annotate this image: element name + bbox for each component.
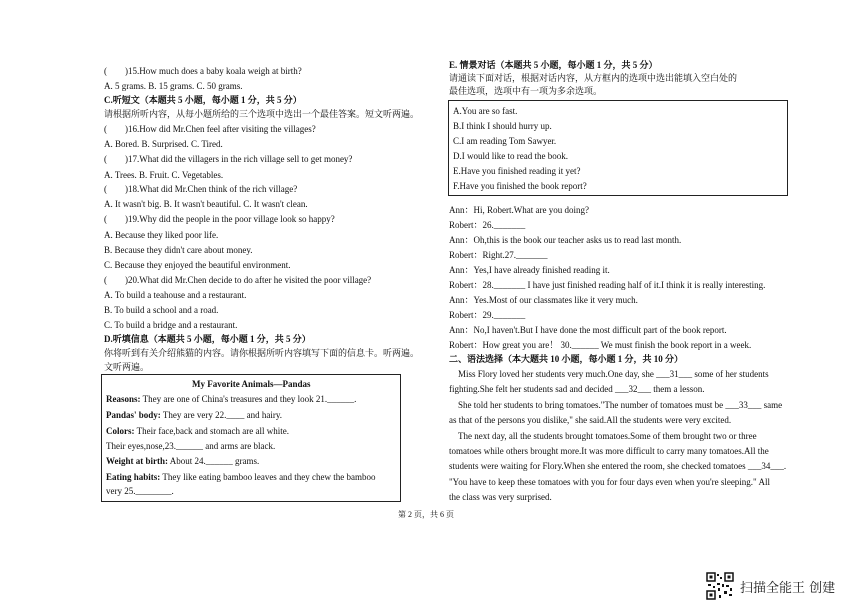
passage-line: students were waiting for Flory.When she entered the room, she checked tomatoes ___34___. bbox=[449, 461, 787, 471]
info-text: Their eyes,nose,23.______ and arms are black. bbox=[106, 441, 276, 451]
info-text: About 24.______ grams. bbox=[168, 456, 260, 466]
passage-line: as that of the persons you dislike," she said.All the students were very excited. bbox=[449, 415, 732, 425]
section-e-header: E. 情景对话（本题共 5 小题，每小题 1 分，共 5 分） bbox=[449, 60, 658, 70]
option-f: F.Have you finished the book report? bbox=[453, 181, 587, 191]
passage-line: tomatoes while others brought more.It was more difficult to carry many tomatoes.All the bbox=[449, 446, 769, 456]
passage-line: fighting.She felt her students sad and decided ___32___ them a lesson. bbox=[449, 384, 705, 394]
q17-options: A. Trees. B. Fruit. C. Vegetables. bbox=[104, 170, 224, 180]
dialog-line: Ann：Yes.Most of our classmates like it very much. bbox=[449, 295, 638, 305]
info-row-colors-cont bbox=[106, 441, 275, 452]
info-card bbox=[101, 374, 401, 502]
q19: ( )19.Why did the people in the poor village look so happy? bbox=[104, 214, 335, 224]
q16: ( )16.How did Mr.Chen feel after visiting the villages? bbox=[104, 124, 316, 134]
info-label: Colors: bbox=[106, 426, 135, 436]
info-card-title: My Favorite Animals—Pandas bbox=[192, 379, 311, 389]
section-c-instructions: 请根据所听内容，从每小题所给的三个选项中选出一个最佳答案。短文听两遍。 bbox=[104, 109, 420, 119]
passage-line: the class was very surprised. bbox=[449, 492, 552, 502]
page-number: 第 2 页，共 6 页 bbox=[398, 510, 454, 519]
section-e-instructions: 请通读下面对话，根据对话内容，从方框内的选项中选出能填入空白处的 bbox=[449, 73, 738, 83]
q19-option-b: B. Because they didn't care about money. bbox=[104, 245, 253, 255]
q17: ( )17.What did the villagers in the rich village sell to get money? bbox=[104, 154, 353, 164]
dialog-line: Robert：How great you are！ 30.______ We must finish the book report in a week. bbox=[449, 340, 752, 350]
option-a: A.You are so fast. bbox=[453, 106, 518, 116]
info-row-eating-cont bbox=[106, 486, 174, 497]
scanner-brand-label: 扫描全能王 创建 bbox=[740, 581, 836, 596]
q20: ( )20.What did Mr.Chen decide to do after he visited the poor village? bbox=[104, 275, 372, 285]
dialog-line: Ann：Yes,I have already finished reading it. bbox=[449, 265, 610, 275]
section-d-instructions-cont: 文听两遍。 bbox=[104, 362, 150, 372]
info-row-body bbox=[106, 410, 282, 421]
section-c-header: C.听短文（本题共 5 小题，每小题 1 分，共 5 分） bbox=[104, 95, 302, 105]
info-text: very 25.________. bbox=[106, 486, 174, 496]
info-text: Their face,back and stomach are all white. bbox=[134, 426, 290, 436]
dialog-line: Ann：Oh,this is the book our teacher asks us to read last month. bbox=[449, 235, 682, 245]
info-label: Reasons: bbox=[106, 394, 141, 404]
q18: ( )18.What did Mr.Chen think of the rich village? bbox=[104, 184, 298, 194]
section-d-header: D.听填信息（本题共 5 小题，每小题 1 分，共 5 分） bbox=[104, 334, 311, 344]
info-row-reasons bbox=[106, 394, 356, 405]
q15-options: A. 5 grams. B. 15 grams. C. 50 grams. bbox=[104, 81, 243, 91]
q18-options: A. It wasn't big. B. It wasn't beautiful. C. It wasn't clean. bbox=[104, 199, 308, 209]
q19-option-c: C. Because they enjoyed the beautiful environment. bbox=[104, 260, 291, 270]
info-row-weight bbox=[106, 456, 259, 467]
dialog-line: Robert：Right.27._______ bbox=[449, 250, 548, 260]
dialog-line: Robert：28._______ I have just finished reading half of it.I think it is really interesting. bbox=[449, 280, 766, 290]
dialog-line: Robert：26._______ bbox=[449, 220, 526, 230]
q15: ( )15.How much does a baby koala weigh at birth? bbox=[104, 66, 302, 76]
info-label: Eating habits: bbox=[106, 472, 161, 482]
options-box bbox=[448, 100, 788, 196]
qr-code-icon bbox=[706, 572, 734, 600]
passage-line: "You have to keep these tomatoes with you for four days even when you're sleeping." All bbox=[449, 477, 770, 487]
info-row-colors bbox=[106, 426, 289, 437]
section-e-instructions-cont: 最佳选项，选项中有一项为多余选项。 bbox=[449, 86, 603, 96]
q19-option-a: A. Because they liked poor life. bbox=[104, 230, 219, 240]
info-text: They are one of China's treasures and they look 21.______. bbox=[140, 394, 357, 404]
q20-option-c: C. To build a bridge and a restaurant. bbox=[104, 320, 238, 330]
info-text: They are very 22.____ and hairy. bbox=[160, 410, 282, 420]
info-label: Weight at birth: bbox=[106, 456, 168, 466]
option-d: D.I would like to read the book. bbox=[453, 151, 568, 161]
passage-line: She told her students to bring tomatoes."The number of tomatoes must be ___33___ same bbox=[458, 400, 783, 410]
passage-line: The next day, all the students brought tomatoes.Some of them brought two or three bbox=[458, 431, 757, 441]
option-e: E.Have you finished reading it yet? bbox=[453, 166, 581, 176]
passage-line: Miss Flory loved her students very much.One day, she ___31___ some of her students bbox=[458, 369, 769, 379]
section-d-instructions: 你将听到有关介绍熊猫的内容。请你根据所听内容填写下面的信息卡。听两遍。 bbox=[104, 348, 420, 358]
info-label: Pandas' body: bbox=[106, 410, 161, 420]
info-row-eating bbox=[106, 472, 376, 483]
q20-option-a: A. To build a teahouse and a restaurant. bbox=[104, 290, 247, 300]
option-c: C.I am reading Tom Sawyer. bbox=[453, 136, 557, 146]
section-2-header: 二、语法选择（本大题共 10 小题，每小题 1 分，共 10 分） bbox=[449, 354, 684, 364]
dialog-line: Ann：Hi, Robert.What are you doing? bbox=[449, 205, 589, 215]
dialog-line: Robert：29._______ bbox=[449, 310, 526, 320]
option-b: B.I think I should hurry up. bbox=[453, 121, 552, 131]
info-text: They like eating bamboo leaves and they chew the bamboo bbox=[160, 472, 376, 482]
q16-options: A. Bored. B. Surprised. C. Tired. bbox=[104, 139, 223, 149]
q20-option-b: B. To build a school and a road. bbox=[104, 305, 219, 315]
dialog-line: Ann：No,I haven't.But I have done the most difficult part of the book report. bbox=[449, 325, 727, 335]
